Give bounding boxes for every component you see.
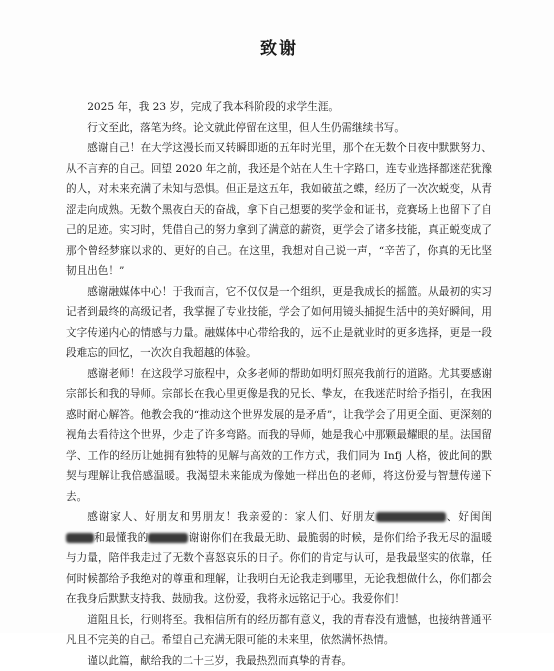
paragraph-thanks-self: 感谢自己！在大学这漫长而又转瞬即逝的五年时光里，那个在无数个日夜中默默努力、从不言弃的自己。回望 2020 年之前，我还是个站在人生十字路口，连专业选择都迷茫犹豫的人，对未来充满了未知与恐惧。但正是这五年，我如破茧之蝶，经历了一次次蜕变，从青涩走向成熟。无数个黑夜白天的奋战，拿下自己想要的奖学金和证书，竞赛场上也留下了自己的足迹。实习时，凭借自己的努力拿到了满意的薪资，更学会了诸多技能，真正蜕变成了那个曾经梦寐以求的、更好的自己。在这里，我想对自己说一声，“辛苦了，你真的无比坚韧且出色！” — [66, 138, 492, 282]
family-text-part-1: 感谢家人、好朋友和男朋友！我亲爱的：家人们、好朋友 — [87, 511, 376, 523]
redacted-name — [376, 512, 446, 522]
redacted-name — [66, 533, 94, 543]
paragraph-dedication: 谨以此篇，献给我的二十三岁，我最热烈而真挚的青春。 — [66, 651, 492, 671]
family-text-part-4: 谢谢你们在我最无助、最脆弱的时候，是你们给予我无尽的温暖与力量，陪伴我走过了无数个喜怒哀乐的日子。你们的肯定与认可，是我最坚实的依靠，任何时候都给予我绝对的尊重和理解，让我明白无论我走到哪里，无论我想做什么，你们都会在我身后默默支持我、鼓励我。这份爱，我将永远铭记于心。我爱你们！ — [66, 532, 492, 606]
paragraph-thanks-family — [66, 507, 492, 610]
paragraph-road-ahead: 道阻且长，行则将至。我相信所有的经历都有意义，我的青春没有遗憾，也接纳普通平凡且不完美的自己。希望自己充满无限可能的未来里，依然满怀热情。 — [66, 610, 492, 651]
paragraph-thanks-media-center: 感谢融媒体中心！于我而言，它不仅仅是一个组织，更是我成长的摇篮。从最初的实习记者到最终的高级记者，我掌握了专业技能，学会了如何用镜头捕捉生活中的美好瞬间，用文字传递内心的情感与力量。融媒体中心带给我的，远不止是就业时的更多选择，更是一段段难忘的回忆，一次次自我超越的体验。 — [66, 282, 492, 364]
page-title: 致谢 — [66, 34, 492, 59]
paragraph-intro: 2025 年，我 23 岁，完成了我本科阶段的求学生涯。 — [66, 97, 492, 118]
redacted-name — [148, 533, 188, 543]
family-text-part-2: 、好闺闺 — [446, 511, 492, 523]
paragraph-closing-remark: 行文至此，落笔为终。论文就此停留在这里，但人生仍需继续书写。 — [66, 118, 492, 139]
paragraph-thanks-teachers: 感谢老师！在这段学习旅程中，众多老师的帮助如明灯照亮我前行的道路。尤其要感谢宗部长和我的导师。宗部长在我心里更像是我的兄长、挚友，在我迷茫时给予指引，在我困惑时耐心解答。他教会我的“推动这个世界发展的是矛盾”，让我学会了用更全面、更深刻的视角去看待这个世界，少走了许多弯路。而我的导师，她是我心中那颗最耀眼的星。法国留学、工作的经历让她拥有独特的见解与高效的工作方式，我们同为 Infj 人格，彼此间的默契与理解让我倍感温暖。我渴望未来能成为像她一样出色的老师，将这份爱与智慧传递下去。 — [66, 364, 492, 508]
family-text-part-3: 和最懂我的 — [94, 532, 148, 544]
